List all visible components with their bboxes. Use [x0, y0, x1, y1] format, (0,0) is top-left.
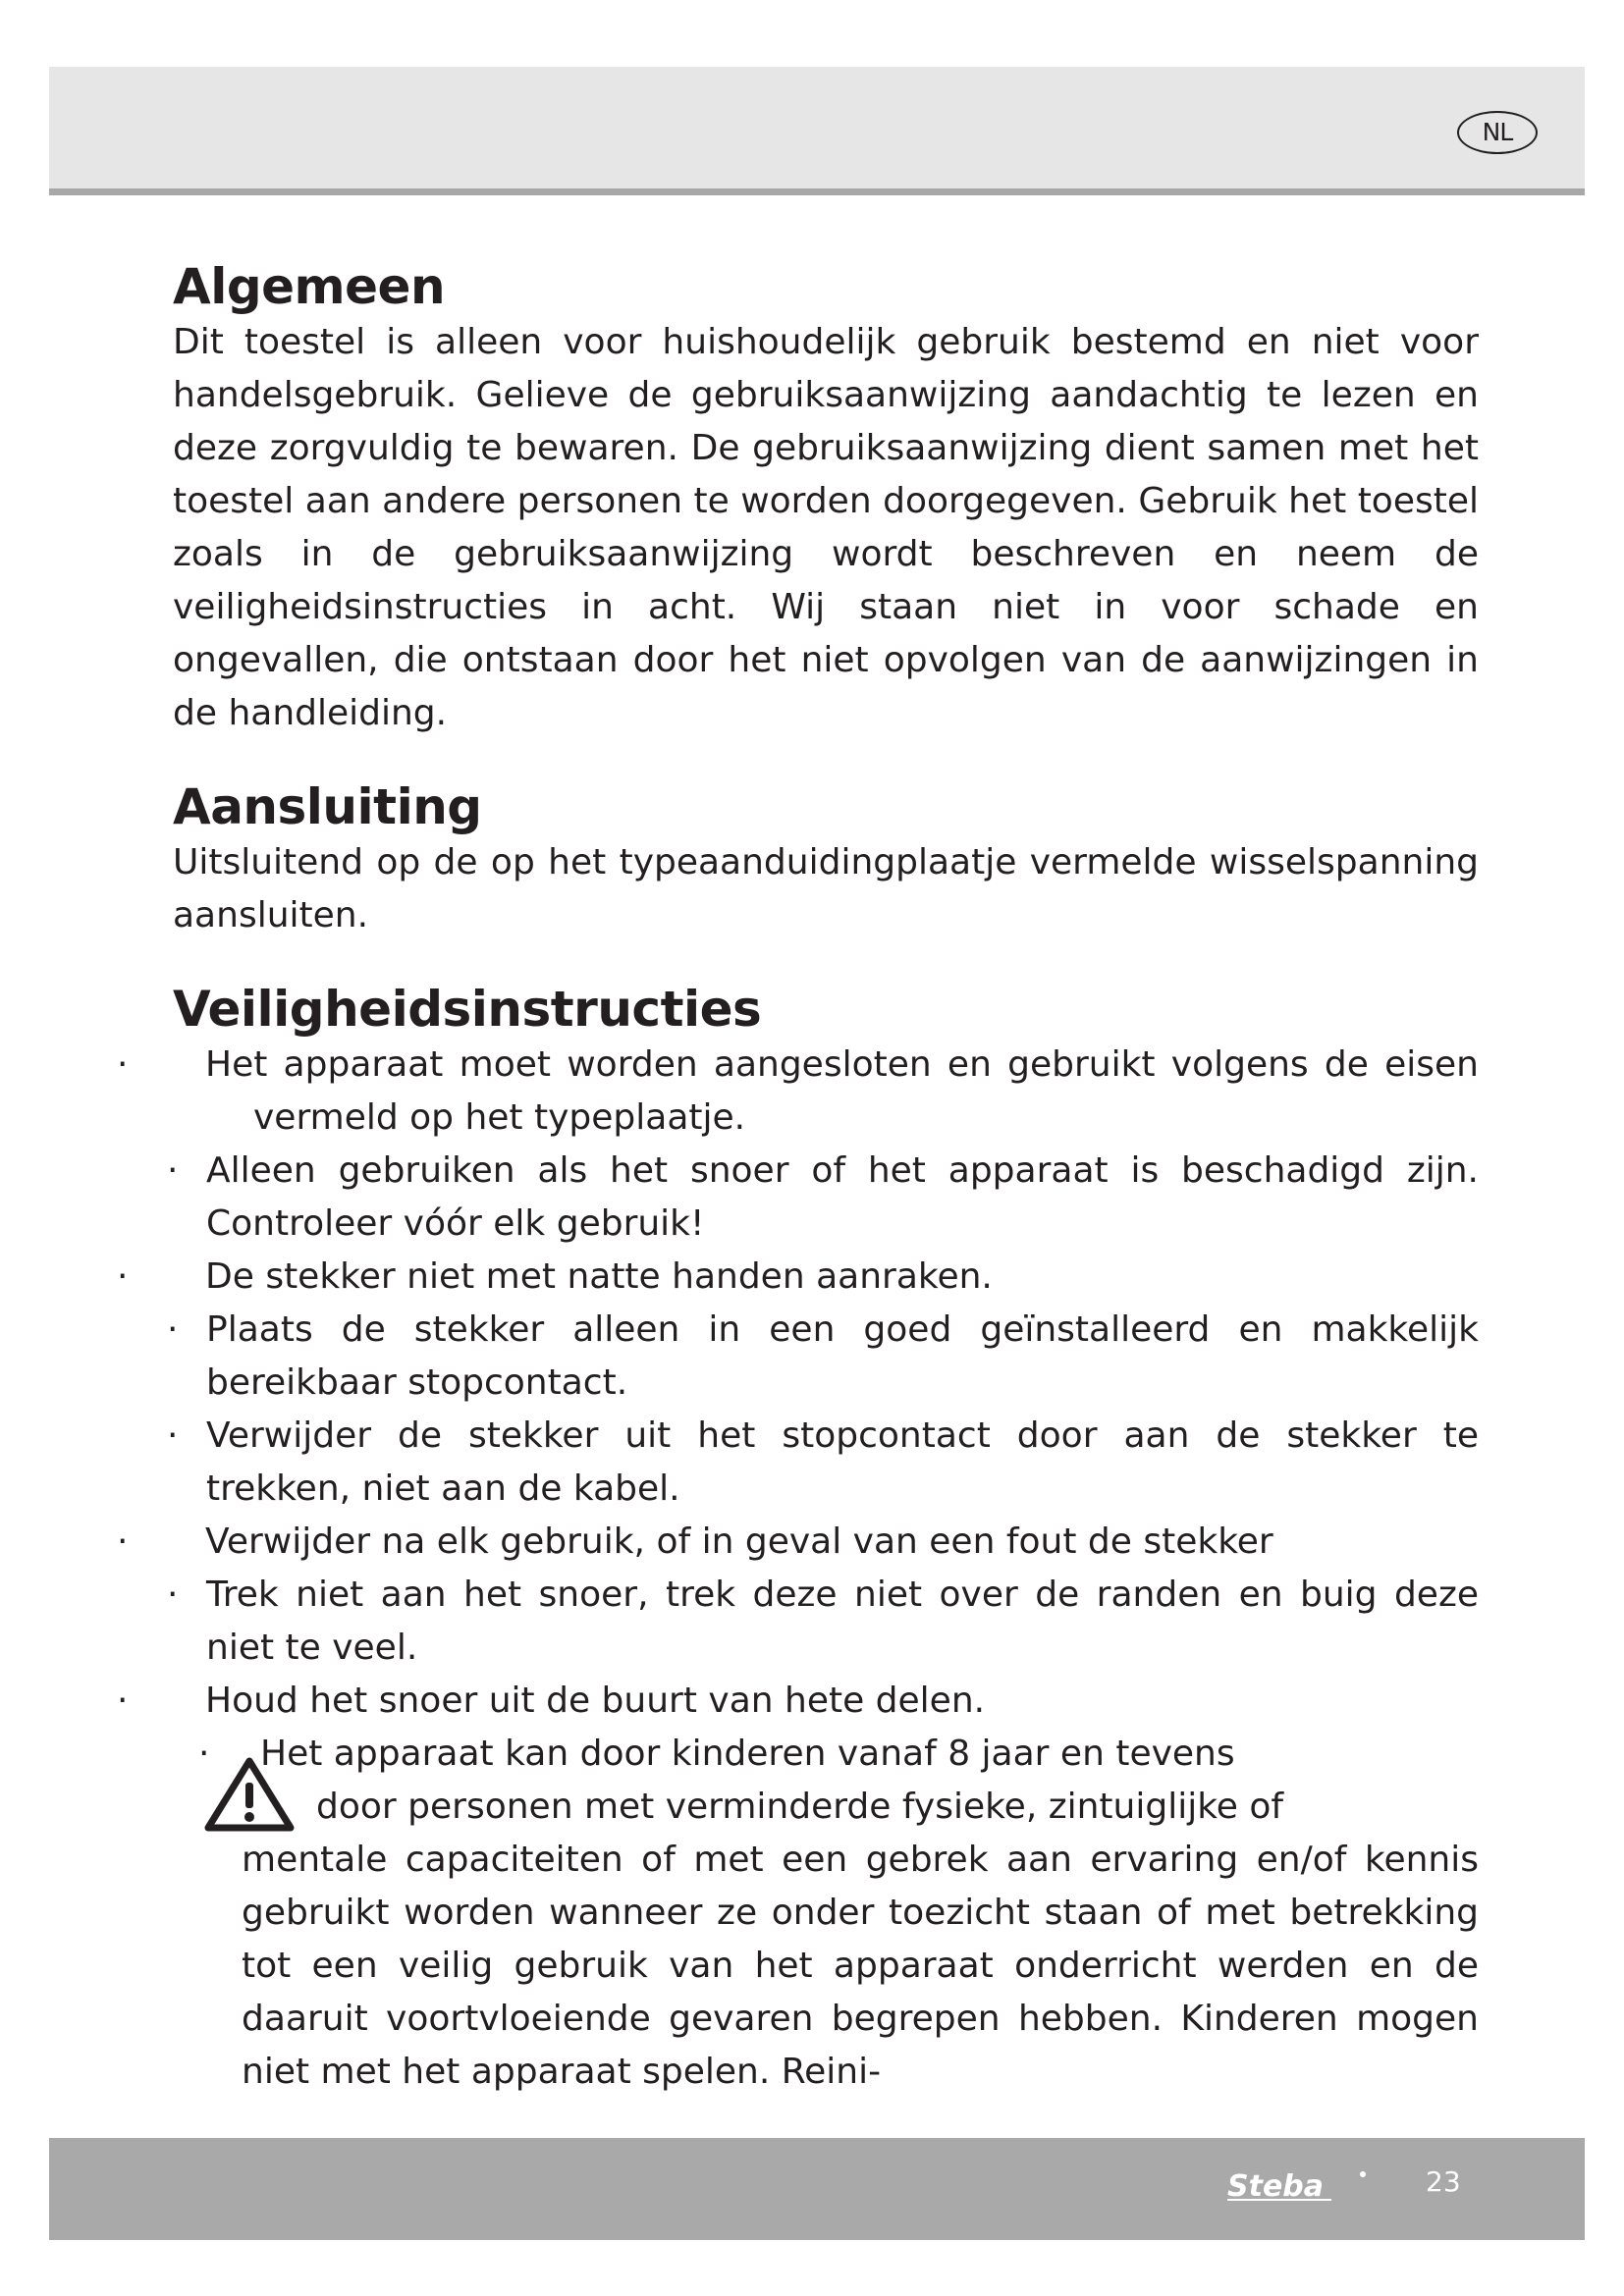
- section-body-algemeen: Dit toestel is alleen voor huishoudelijk gebruik bestemd en niet voor handelsgebruik. Gelieve de gebruiksaanwijzing aandachtig te lezen en deze zorgvuldig te bewaren. De gebruiksaanwijzing dient samen met het toestel aan andere personen te worden doorgegeven. Gebruik het toestel zoals in de gebruiksaanwijzing wordt beschreven en neem de veiligheidsinstructies in acht. Wij staan niet in voor schade en ongevallen, die ontstaan door het niet opvolgen van de aanwijzingen in de handleiding.: [173, 322, 1479, 733]
- safety-bullet: · Het apparaat moet worden aangesloten en gebruikt volgens de eisen vermeld op het typeplaatje.: [117, 1044, 1479, 1138]
- safety-bullet: · Houd het snoer uit de buurt van hete delen.: [117, 1681, 986, 1721]
- page-number: 23: [1426, 2165, 1461, 2198]
- header-band: [49, 67, 1585, 188]
- section-body-aansluiting: Uitsluitend op de op het typeaanduidingplaatje vermelde wisselspanning aansluiten.: [173, 842, 1479, 935]
- warning-line-2: door personen met verminderde fysieke, zintuiglijke of: [316, 1787, 1284, 1827]
- warning-bullet: · Het apparaat kan door kinderen vanaf 8 jaar en tevens door personen met verminderde fysieke, zintuiglijke of mentale capaciteiten of met een gebrek aan ervaring en/of kennis gebruikt worden wanneer ze onder toezicht staan of met betrekking tot een veilig gebruik van het apparaat onderricht werden en de daaruit voortvloeiende gevaren begrepen hebben. Kinderen mogen niet met het apparaat spelen. Reini-: [198, 1734, 1479, 2092]
- steba-logo: [1225, 2164, 1379, 2208]
- safety-bullet: · Verwijder de stekker uit het stopcontact door aan de stekker te trekken, niet aan de kabel.: [167, 1415, 1479, 1509]
- safety-bullet: · Alleen gebruiken als het snoer of het apparaat is beschadigd zijn. Controleer vóór elk gebruik!: [167, 1150, 1479, 1244]
- warning-line-1: Het apparaat kan door kinderen vanaf 8 jaar en tevens: [260, 1734, 1235, 1774]
- safety-bullet: · Trek niet aan het snoer, trek deze niet over de randen en buig deze niet te veel.: [167, 1575, 1479, 1668]
- safety-bullet: · Verwijder na elk gebruik, of in geval van een fout de stekker: [117, 1522, 1273, 1562]
- svg-text:Steba: Steba: [1227, 2169, 1325, 2204]
- section-title-algemeen: Algemeen: [173, 258, 446, 315]
- language-badge: NL: [1457, 111, 1538, 154]
- section-title-aansluiting: Aansluiting: [173, 778, 482, 835]
- page-content: [117, 257, 1479, 2099]
- header-rule: [49, 188, 1585, 195]
- safety-bullet: · Plaats de stekker alleen in een goed geïnstalleerd en makkelijk bereikbaar stopcontact.: [167, 1309, 1479, 1403]
- safety-bullet: · De stekker niet met natte handen aanraken.: [117, 1256, 993, 1297]
- warning-rest: mentale capaciteiten of met een gebrek aan ervaring en/of kennis gebruikt worden wanneer ze onder toezicht staan of met betrekking tot een veilig gebruik van het apparaat onderricht werden en de daaruit voortvloeiende gevaren begrepen hebben. Kinderen mogen niet met het apparaat spelen. Reini-: [242, 1840, 1479, 2092]
- section-title-veiligheid: Veiligheidsinstructies: [173, 981, 762, 1038]
